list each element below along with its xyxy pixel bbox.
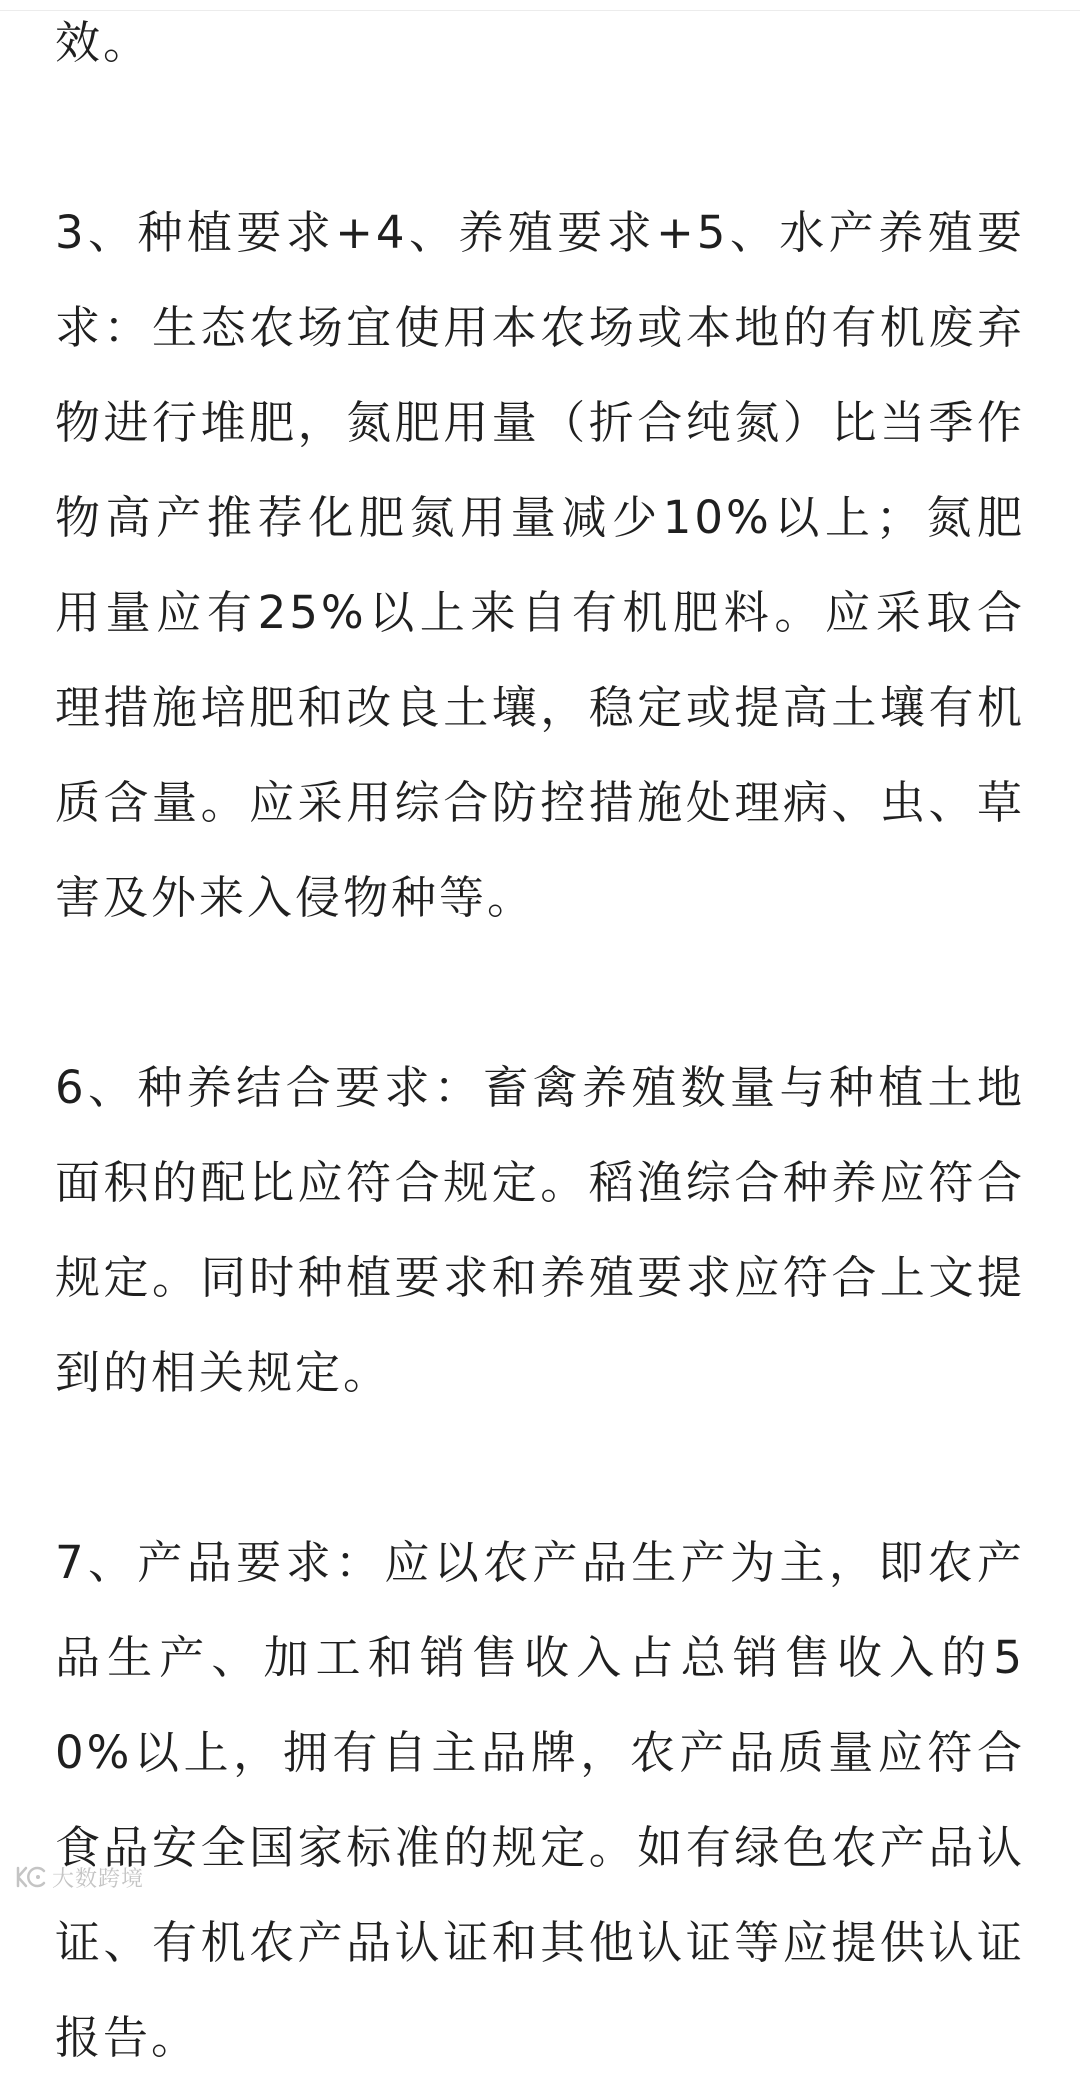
- paragraph-planting-requirements: 3、种植要求+4、养殖要求+5、水产养殖要求：生态农场宜使用本农场或本地的有机废弃物进行堆肥，氮肥用量（折合纯氮）比当季作物高产推荐化肥氮用量减少10%以上；氮肥用量应有25%以上来自有机肥料。应采取合理措施培肥和改良土壤，稳定或提高土壤有机质含量。应采用综合防控措施处理病、虫、草害及外来入侵物种等。: [55, 206, 1025, 924]
- watermark: [14, 1862, 144, 1892]
- paragraph-product-requirements: 7、产品要求：应以农产品生产为主，即农产品生产、加工和销售收入占总销售收入的50%以上，拥有自主品牌，农产品质量应符合食品安全国家标准的规定。如有绿色农产品认证、有机农产品认证和其他认证等应提供认证报告。: [55, 1536, 1025, 2064]
- kc-logo-icon: [14, 1864, 48, 1890]
- watermark-text: 大数跨境: [52, 1866, 145, 1892]
- article-body: [55, 0, 1025, 2085]
- paragraph-integration-requirements: 6、种养结合要求：畜禽养殖数量与种植土地面积的配比应符合规定。稻渔综合种养应符合规定。同时种植要求和养殖要求应符合上文提到的相关规定。: [55, 1061, 1025, 1399]
- paragraph-continuation: 效。: [55, 16, 152, 69]
